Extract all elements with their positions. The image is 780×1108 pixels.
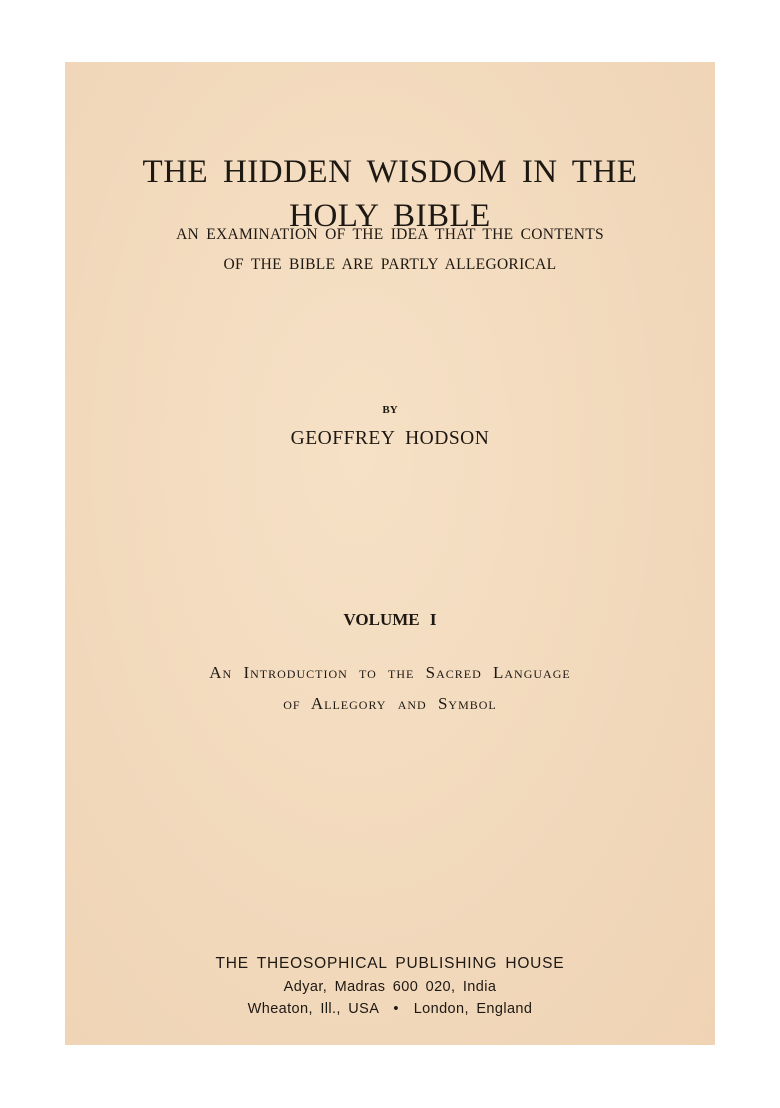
by-label: BY bbox=[382, 404, 398, 416]
volume-subtitle-line-1: An Introduction to the Sacred Language bbox=[209, 663, 571, 682]
volume-label: VOLUME I bbox=[343, 610, 437, 629]
publisher-address-1: Adyar, Madras 600 020, India bbox=[283, 979, 497, 995]
subtitle-line-1: AN EXAMINATION OF THE IDEA THAT THE CONTENTS bbox=[176, 226, 604, 243]
author-name: GEOFFREY HODSON bbox=[290, 428, 490, 449]
publisher-name: THE THEOSOPHICAL PUBLISHING HOUSE bbox=[215, 955, 565, 972]
title-page bbox=[65, 62, 715, 1045]
publisher-address-2: Wheaton, Ill., USA • London, England bbox=[247, 1001, 533, 1017]
volume-subtitle-line-2: of Allegory and Symbol bbox=[283, 694, 497, 713]
subtitle-line-2: OF THE BIBLE ARE PARTLY ALLEGORICAL bbox=[223, 256, 557, 273]
book-title-line-2: HOLY BIBLE bbox=[289, 198, 491, 234]
book-title-line-1: THE HIDDEN WISDOM IN THE bbox=[142, 154, 638, 190]
